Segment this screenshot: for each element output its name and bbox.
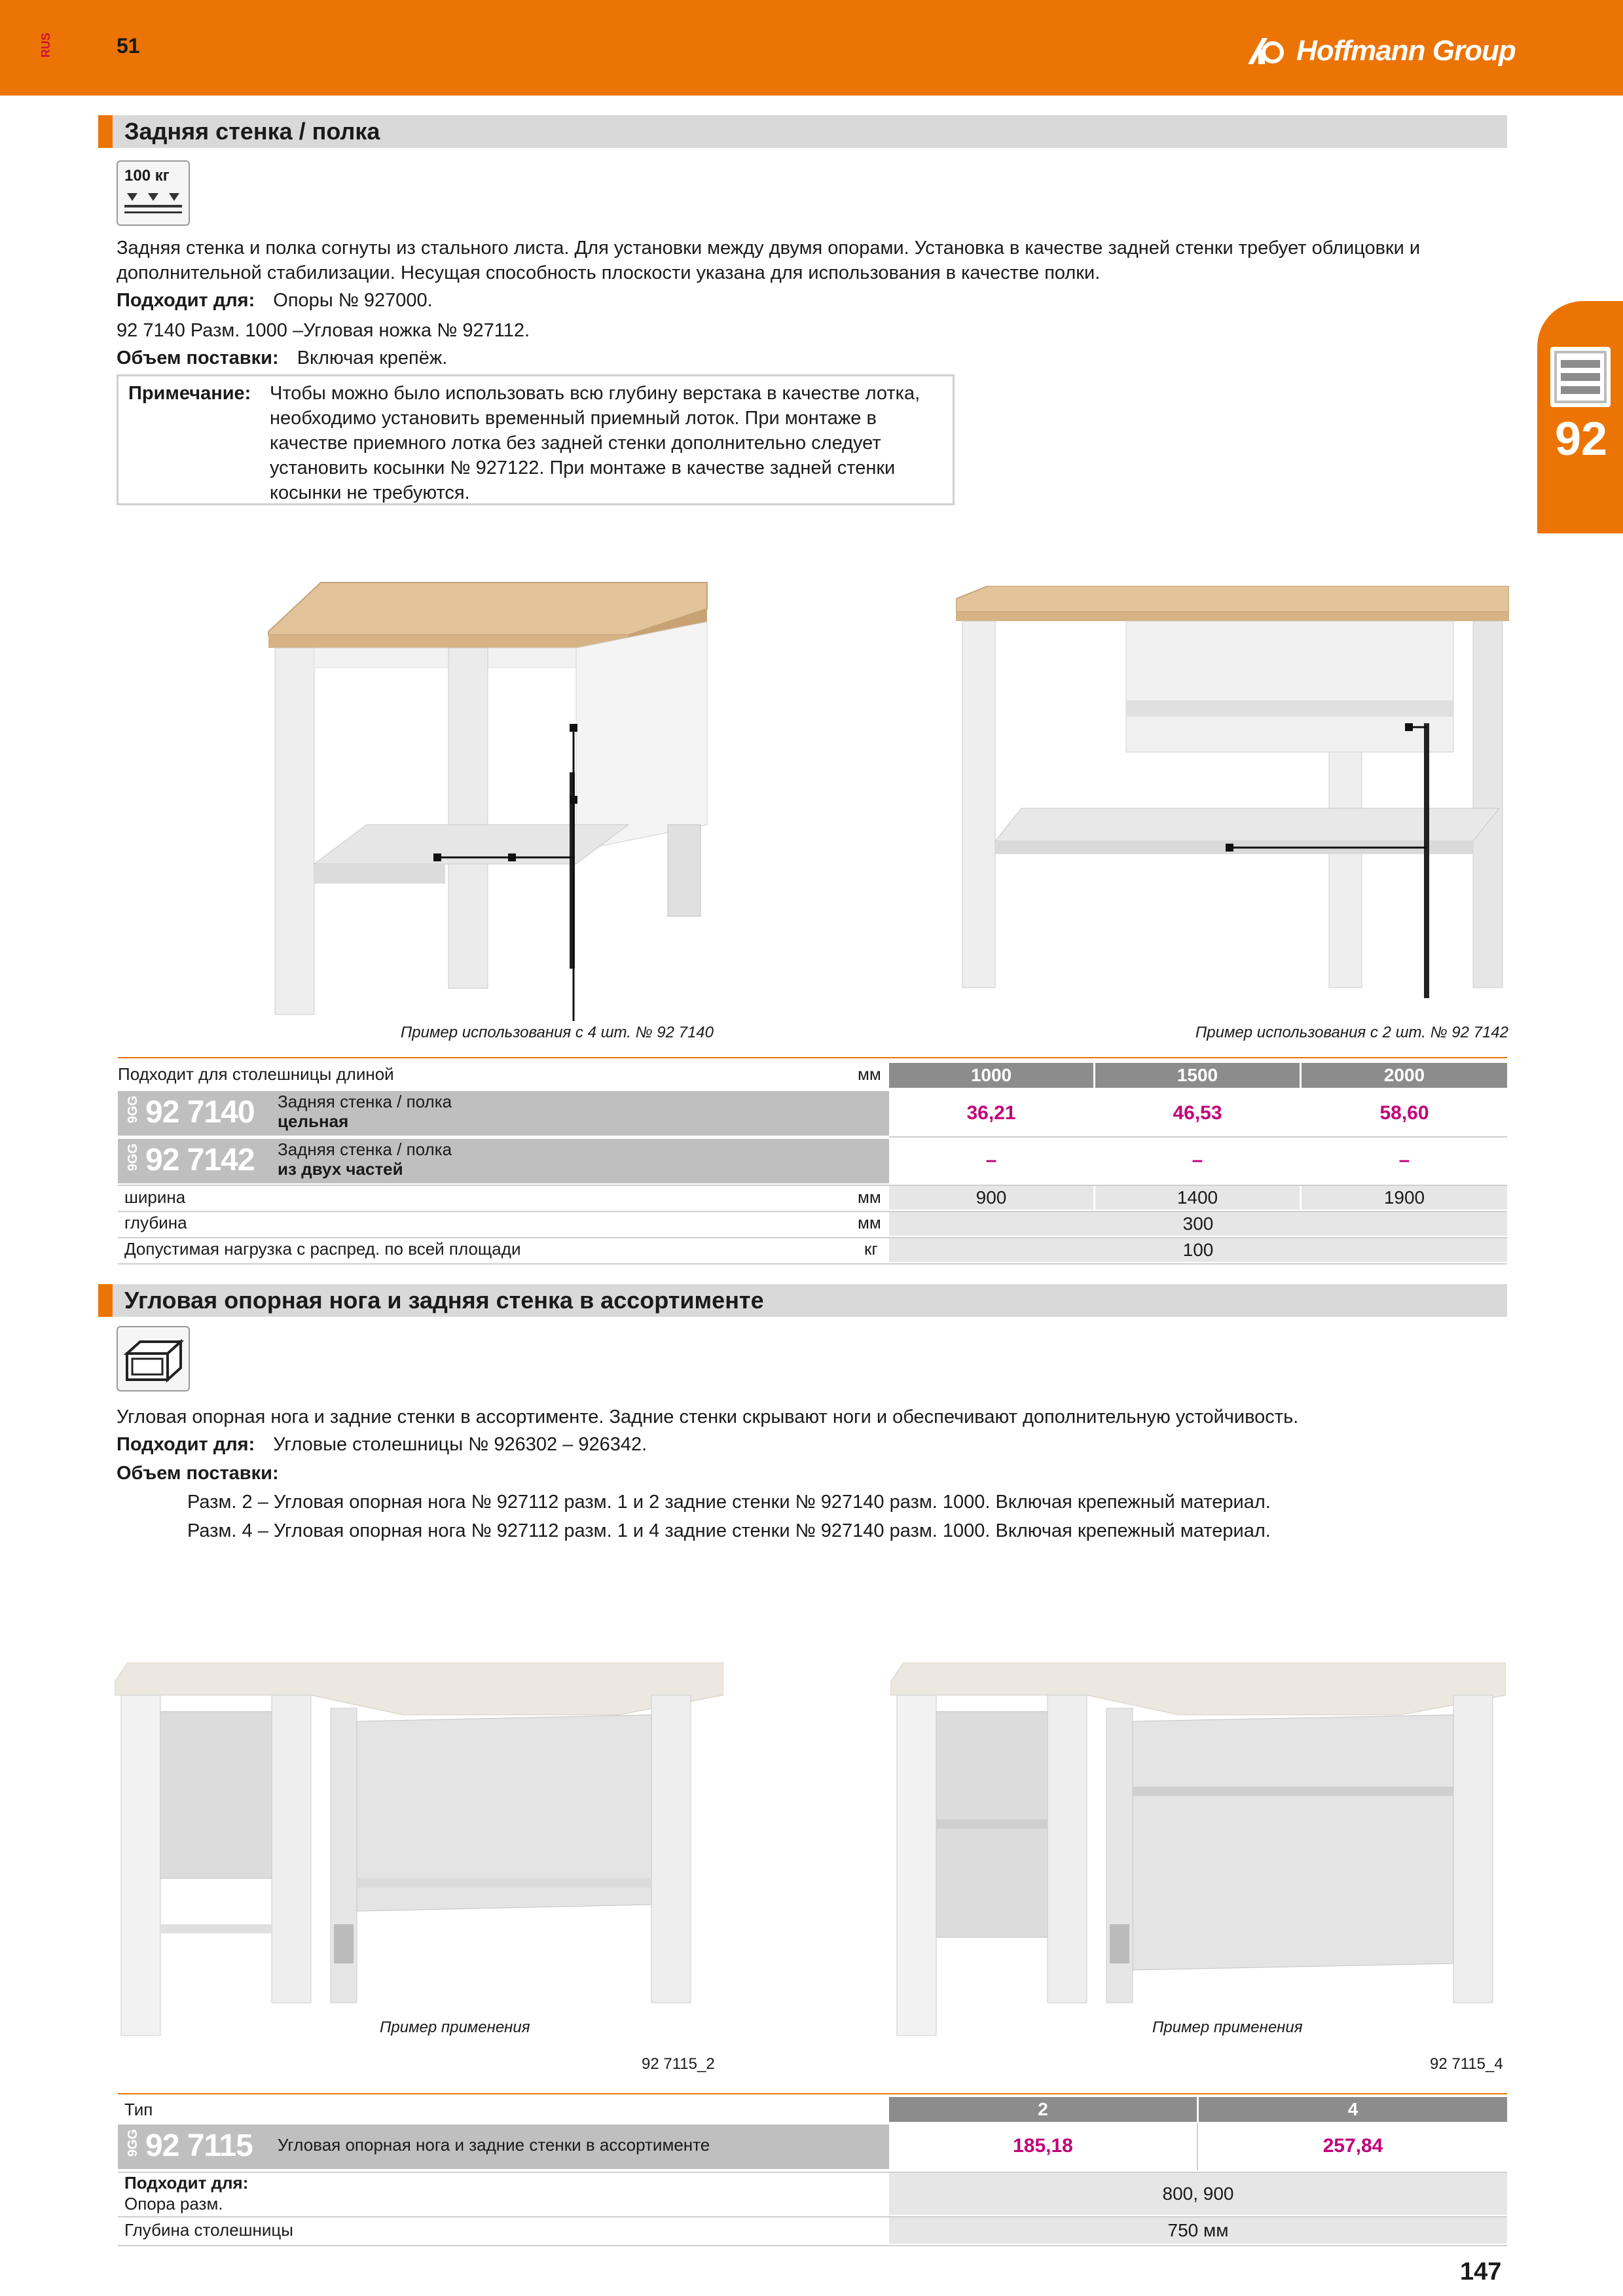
size-line: 92 7140 Разм. 1000 –Угловая ножка № 927112. <box>117 320 530 341</box>
note-line: косынки не требуются. <box>270 482 470 503</box>
image-code-right: 92 7115_4 <box>1430 2055 1503 2073</box>
fits-label: Подходит для: <box>117 1434 255 1455</box>
price: 46,53 <box>1173 1102 1222 1124</box>
price: 257,84 <box>1322 2135 1383 2157</box>
article-desc-line: цельная <box>278 1111 349 1131</box>
price: 58,60 <box>1379 1102 1429 1124</box>
fits-value: Опоры № 927000. <box>273 290 433 311</box>
corner-leg-illustration-right <box>890 1662 1506 2042</box>
table2-header-label: Тип <box>124 2100 153 2119</box>
row-divider <box>889 1136 1507 1138</box>
section-title: Задняя стенка / полка <box>124 118 380 145</box>
spec-label: Подходит для: <box>124 2173 249 2193</box>
article-desc-line: Задняя стенка / полка <box>278 1092 452 1111</box>
spec-value: 800, 900 <box>889 2173 1507 2215</box>
spec-value: 900 <box>889 1186 1093 1210</box>
article-side-code: 9GG <box>126 1096 140 1124</box>
price: 185,18 <box>1013 2135 1073 2157</box>
spec-label: Опора разм. <box>124 2194 223 2214</box>
note-text <box>270 381 951 505</box>
delivery-label: Объем поставки: <box>117 348 279 368</box>
section-header-back-panel <box>98 115 1507 148</box>
caption-right-2: Пример применения <box>1152 2018 1303 2036</box>
fits-value: Угловые столешницы № 926302 – 926342. <box>273 1434 647 1455</box>
note-label: Примечание: <box>128 383 251 404</box>
language-code: RUS <box>39 33 52 58</box>
brand-name: Hoffmann Group <box>1296 35 1516 67</box>
table2-top-rule <box>118 2093 1507 2094</box>
note-line: необходимо установить временный приемный лоток. При монтаже в <box>270 408 877 429</box>
spec-value: 100 <box>889 1238 1507 1262</box>
workbench-back-panel-illustration-left <box>262 576 720 1021</box>
table1-header-unit: мм <box>858 1064 881 1084</box>
article-desc <box>278 1139 452 1179</box>
article-number: 92 7140 <box>145 1095 255 1130</box>
section-header-corner-leg <box>98 1284 1507 1317</box>
delivery-line: Разм. 2 – Угловая опорная нога № 927112 разм. 1 и 2 задние стенки № 927140 разм. 1000. Включая крепежный материал. <box>187 1492 1271 1513</box>
article-side-code: 9GG <box>126 2129 140 2157</box>
column-header: 2000 <box>1302 1063 1507 1088</box>
caption-left: Пример использования с 4 шт. № 92 7140 <box>400 1024 714 1041</box>
caption-right: Пример использования с 2 шт. № 92 7142 <box>1195 1024 1508 1041</box>
column-header: 1000 <box>889 1063 1093 1088</box>
chapter-number: 92 <box>1554 413 1608 465</box>
spec-label: ширина <box>124 1187 186 1207</box>
note-line: качестве приемного лотка без задней стенки дополнительно следует <box>270 433 881 454</box>
section1-description: Задняя стенка и полка согнуты из стального листа. Для установки между двумя опорами. Установка в качестве задней стенки требует облицовки и дополнительной стабилизации. Несущая способность плоскости указана для использования в качестве полки. <box>117 238 1421 283</box>
profile-tube-icon <box>117 1326 190 1391</box>
fits-row <box>117 1432 647 1457</box>
section-accent-bar <box>98 1284 113 1317</box>
article-desc <box>278 1092 452 1131</box>
column-header: 1500 <box>1095 1063 1300 1088</box>
article-desc-line: Задняя стенка / полка <box>278 1139 452 1159</box>
price: 36,21 <box>966 1102 1016 1124</box>
spec-value: 1900 <box>1302 1186 1507 1210</box>
workbench-drawer-icon <box>1550 347 1611 407</box>
load-capacity-label: 100 кг <box>124 167 170 185</box>
spec-label: Глубина столешницы <box>124 2220 293 2240</box>
fits-label: Подходит для: <box>117 290 255 311</box>
note-line: установить косынки № 927122. При монтаже в качестве задней стенки <box>270 457 896 478</box>
load-capacity-icon <box>117 160 190 226</box>
spec-value: 300 <box>889 1212 1507 1236</box>
spec-unit: кг <box>864 1239 878 1259</box>
delivery-label: Объем поставки: <box>117 1463 279 1484</box>
note-line: Чтобы можно было использовать всю глубину верстака в качестве лотка, <box>270 383 921 404</box>
caption-left-2: Пример применения <box>380 2018 530 2036</box>
column-header: 2 <box>889 2097 1197 2122</box>
workbench-back-panel-illustration-right <box>956 586 1509 1018</box>
spec-value: 1400 <box>1095 1186 1300 1210</box>
column-header: 4 <box>1199 2097 1507 2122</box>
corner-leg-illustration-left <box>115 1662 723 2042</box>
spec-label: Допустимая нагрузка с распред. по всей площади <box>124 1239 521 1259</box>
price-na: – <box>1192 1149 1203 1171</box>
delivery-line: Разм. 4 – Угловая опорная нога № 927112 разм. 1 и 4 задние стенки № 927140 разм. 1000. Включая крепежный материал. <box>187 1520 1271 1541</box>
article-desc: Угловая опорная нога и задние стенки в ассортименте <box>278 2135 710 2155</box>
hoffmann-logo-icon <box>1244 33 1290 69</box>
price-na: – <box>1398 1149 1410 1171</box>
row-divider <box>118 1263 1507 1265</box>
spec-label: глубина <box>124 1213 187 1232</box>
page-number: 147 <box>1460 2258 1502 2286</box>
article-number: 92 7115 <box>145 2128 253 2163</box>
fits-row <box>117 288 433 313</box>
column-divider <box>1197 2123 1198 2170</box>
spec-value: 750 мм <box>889 2217 1507 2244</box>
article-number: 92 7142 <box>145 1143 255 1177</box>
article-side-code: 9GG <box>126 1143 140 1172</box>
chapter-page-label: 51 <box>117 34 140 58</box>
section-accent-bar <box>98 115 113 148</box>
section-title: Угловая опорная нога и задняя стенка в ассортименте <box>124 1287 764 1314</box>
table1-header-label: Подходит для столешницы длиной <box>118 1064 394 1084</box>
image-code-left: 92 7115_2 <box>642 2055 715 2073</box>
spec-unit: мм <box>858 1187 881 1207</box>
section2-description: Угловая опорная нога и задние стенки в ассортименте. Задние стенки скрывают ноги и обеспечивают дополнительную устойчивость. <box>117 1407 1299 1427</box>
delivery-row <box>117 346 447 370</box>
row-divider <box>118 2245 1507 2246</box>
load-arrows-icon <box>122 190 185 221</box>
spec-unit: мм <box>858 1213 881 1232</box>
delivery-value: Включая крепёж. <box>297 348 448 368</box>
table1-top-rule <box>118 1057 1507 1058</box>
brand-logo <box>1244 31 1516 71</box>
price-na: – <box>985 1149 997 1171</box>
article-desc-line: из двух частей <box>278 1159 403 1179</box>
